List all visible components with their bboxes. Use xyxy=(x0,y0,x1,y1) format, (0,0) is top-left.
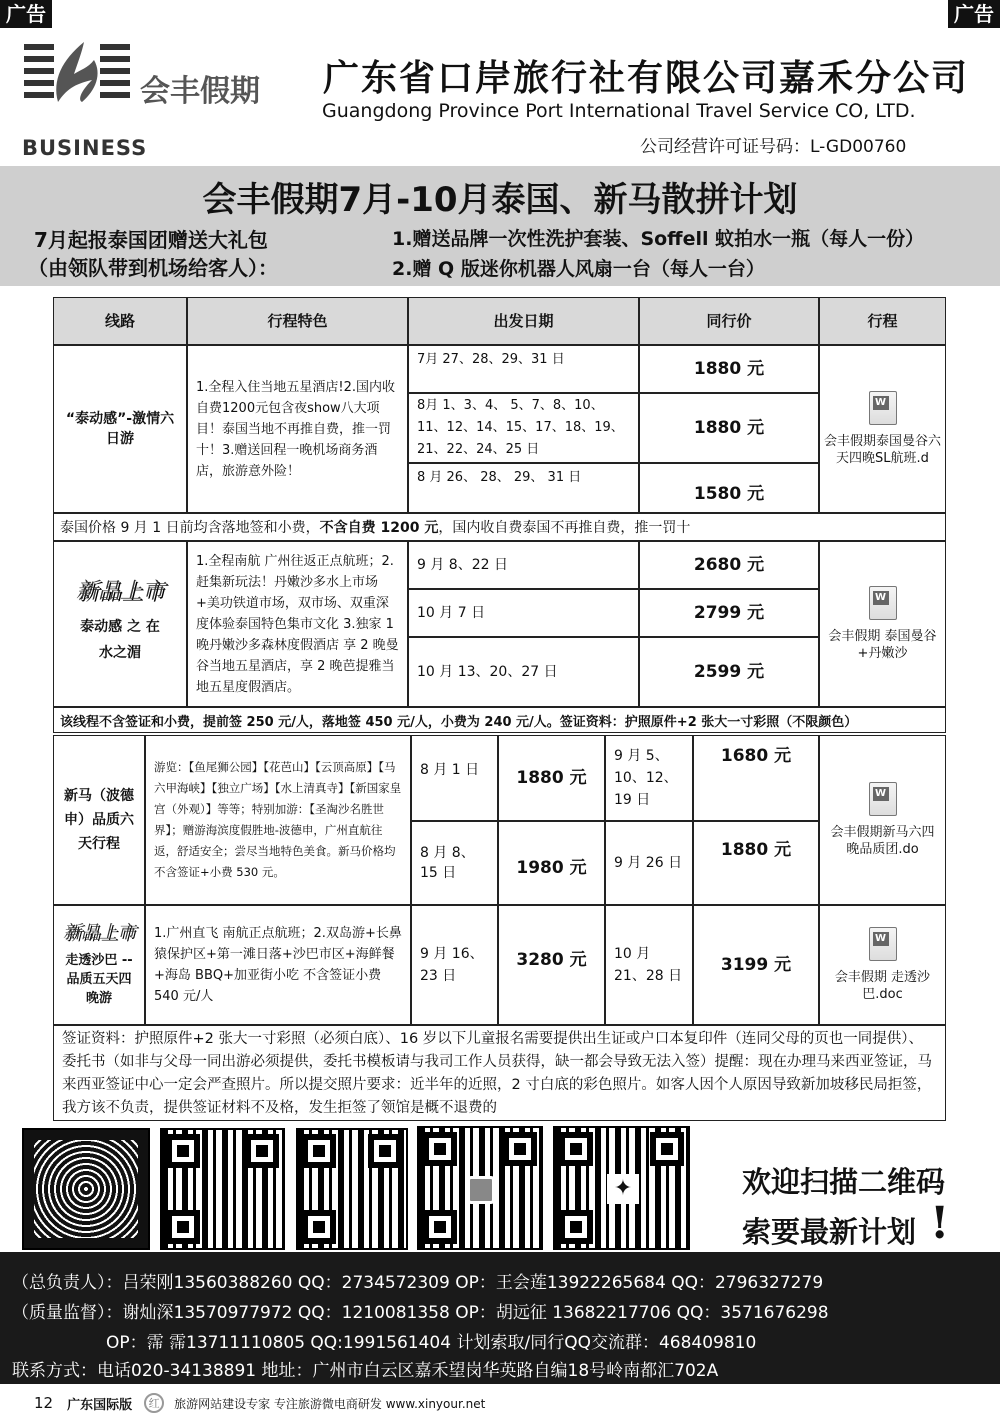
price-row2-c: 2599 元 xyxy=(639,637,819,707)
itinerary-file-name: 会丰假期泰国曼谷六天四晚SL航班.d xyxy=(823,434,941,466)
price-row1-a: 1880 元 xyxy=(639,345,819,393)
new-product-tag: 新品上市 xyxy=(75,579,164,604)
qr-slogan-line1: 欢迎扫描二维码 xyxy=(742,1165,946,1199)
brand-logo xyxy=(22,40,132,120)
visa-requirements: 签证资料：护照原件+2 张大一寸彩照（必须白底）、16 岁以下儿童报名需要提供出生证或户口本复印件（连同父母的页也一同提供）、委托书（如非与父母一同出游必须提供，委托书模板请与我司工作人员获得，缺一都会导致无法入签）提醒：现在办理马来西亚签证，马来西亚签证中心一定会严查照片。所以提交照片要求：近半年的近照，2 寸白底的彩色照片。如客人因个人原因导致新加坡移民局拒签，我方该不负责，提供签证材料不及格，发生拒签了领馆是概不退费的 xyxy=(53,1025,946,1121)
itinerary-file-row4[interactable] xyxy=(819,905,946,1025)
note-row1-b: 不含自费 1200 元 xyxy=(319,520,439,536)
features-sabah: 1.广州直飞 南航正点航班；2.双岛游+长鼻猿保护区+第一滩日落+沙巴市区+海鲜餐+海岛 BBQ+加亚街小吃 不含签证小费 540 元/人 xyxy=(145,905,411,1025)
qr-code-3[interactable] xyxy=(296,1128,408,1250)
license-number: 公司经营许可证号码：L-GD00760 xyxy=(640,137,907,157)
qr-slogan-line2: 索要最新计划 xyxy=(742,1215,917,1249)
contact-line-4: 联系方式：电话020-34138891 地址：广州市白云区嘉禾望岗华英路自编18号岭南都汇702A xyxy=(12,1361,719,1381)
price-row2-b: 2799 元 xyxy=(639,589,819,637)
banner-title: 会丰假期7月-10月泰国、新马散拼计划 xyxy=(202,180,798,220)
note-row1 xyxy=(53,513,946,541)
itinerary-file-row1[interactable] xyxy=(819,345,946,513)
date-row2-c: 10 月 13、20、27 日 xyxy=(408,637,639,707)
company-name-en: Guangdong Province Port International Travel Service CO, LTD. xyxy=(322,100,916,122)
price-row3-a: 1880 元 xyxy=(498,735,605,821)
qr-code-4[interactable] xyxy=(417,1126,543,1250)
butterfly-icon: ✦ xyxy=(607,1174,639,1204)
itinerary-file-row3[interactable] xyxy=(819,735,946,905)
route-thai-six-day: “泰动感”-激情六日游 xyxy=(53,345,187,513)
gift-intro-1: 7月起报泰国团赠送大礼包 xyxy=(34,228,268,252)
route-name: 走透沙巴 --品质五天四晚游 xyxy=(65,952,133,1006)
route-thai-water-market xyxy=(53,541,187,707)
contact-footer xyxy=(0,1252,1000,1384)
price-row3-c: 1680 元 xyxy=(693,735,819,821)
publication-name: 广东国际版 xyxy=(67,1397,133,1413)
date-row2-a: 9 月 8、22 日 xyxy=(408,541,639,589)
contact-line-2: （质量监督）：谢灿深13570977972 QQ：1210081358 OP：胡远征 13682217706 QQ：3571676298 xyxy=(12,1303,829,1323)
date-row1-a: 7月 27、28、29、31 日 xyxy=(408,345,639,393)
date-row3-c: 9 月 5、10、12、19 日 xyxy=(605,735,693,821)
col-header-dates: 出发日期 xyxy=(408,297,639,345)
ad-label-right: 广告 xyxy=(948,0,1000,28)
word-doc-icon: W xyxy=(869,586,897,620)
exclamation-mark: ! xyxy=(930,1198,950,1249)
publication-seal: 红 xyxy=(144,1393,164,1413)
date-row4-b: 10 月 21、28 日 xyxy=(605,905,693,1025)
contact-line-1: （总负责人）：吕荣刚13560388260 QQ：2734572309 OP：王会莲13922265684 QQ：2796327279 xyxy=(12,1273,824,1293)
note-row1-c: ，国内收自费泰国不再推自费，推一罚十 xyxy=(438,520,691,536)
col-header-features: 行程特色 xyxy=(187,297,408,345)
gift-intro-2: （由领队带到机场给客人）： xyxy=(28,256,278,280)
brand-cn: 会丰假期 xyxy=(140,74,260,109)
features-thai-six-day: 1.全程入住当地五星酒店!2.国内收自费1200元包含夜show八大项目！泰国当地不再推自费，推一罚十！3.赠送回程一晚机场商务酒店，旅游意外险！ xyxy=(187,345,408,513)
price-row3-b: 1980 元 xyxy=(498,821,605,905)
features-thai-water-market: 1.全程南航 广州往返正点航班；2.赶集新玩法！丹嫩沙多水上市场+美功铁道市场，双市场、双重深度体验泰国特色集市文化 3.独家 1 晚丹嫩沙多森林度假酒店 享 2 晚曼谷当地五星酒店，享 2 晚芭提雅当地五星度假酒店。 xyxy=(187,541,408,707)
new-product-tag: 新品上市 xyxy=(63,921,135,943)
brand-en: BUSINESS xyxy=(22,136,148,160)
features-sg-my: 游览：【鱼尾狮公园】【花芭山】【云顶高原】【马六甲海峡】【独立广场】【水上清真寺】【新国家皇宫（外观）】等等；特别加游：【圣淘沙名胜世界】；赠游海滨度假胜地-波德申，广州直航往返，舒适安全；尝尽当地特色美食。新马价格均不含签证+小费 530 元。 xyxy=(145,735,411,905)
publication-tagline: 旅游网站建设专家 专注旅游微电商研发 www.xinyour.net xyxy=(174,1396,486,1411)
date-row1-b: 8月 1、3、4、 5、7、8、10、11、12、14、15、17、18、19、21、22、24、25 日 xyxy=(408,393,639,463)
qr-code-1[interactable] xyxy=(22,1128,150,1250)
contact-line-3: OP：霈 霈13711110805 QQ:1991561404 计划索取/同行QQ交流群：468409810 xyxy=(106,1333,757,1353)
date-row3-b: 8 月 8、15 日 xyxy=(411,821,498,905)
page-footer xyxy=(0,1392,1000,1414)
word-doc-icon: W xyxy=(869,927,897,961)
promo-banner xyxy=(0,166,1000,286)
qr-code-2[interactable] xyxy=(160,1128,285,1250)
route-name: 泰动感 之 在水之湄 xyxy=(80,619,160,661)
itinerary-file-row2[interactable] xyxy=(819,541,946,707)
qr-code-5[interactable] xyxy=(553,1126,690,1250)
date-row1-c: 8 月 26、 28、 29、 31 日 xyxy=(408,463,639,513)
price-row1-b: 1880 元 xyxy=(639,393,819,463)
price-row3-d: 1880 元 xyxy=(693,821,819,905)
date-row3-d: 9 月 26 日 xyxy=(605,821,693,905)
price-row1-c: 1580 元 xyxy=(639,463,819,513)
gift-item-1: 1.赠送品牌一次性洗护套装、Soffell 蚊拍水一瓶（每人一份） xyxy=(392,228,925,250)
page-number: 12 xyxy=(34,1394,54,1412)
itinerary-file-name: 会丰假期 走透沙巴.doc xyxy=(834,970,931,1002)
company-name-cn: 广东省口岸旅行社有限公司嘉禾分公司 xyxy=(323,58,970,99)
itinerary-file-name: 会丰假期新马六四晚品质团.do xyxy=(830,825,935,857)
date-row4-a: 9 月 16、23 日 xyxy=(411,905,498,1025)
ad-label-left: 广告 xyxy=(0,0,52,28)
word-doc-icon: W xyxy=(869,391,897,425)
price-row4-b: 3199 元 xyxy=(693,905,819,1025)
price-row4-a: 3280 元 xyxy=(498,905,605,1025)
gift-item-2: 2.赠 Q 版迷你机器人风扇一台（每人一台） xyxy=(392,258,765,280)
col-header-route: 线路 xyxy=(53,297,187,345)
col-header-price: 同行价 xyxy=(639,297,819,345)
route-sabah xyxy=(53,905,145,1025)
col-header-itinerary: 行程 xyxy=(819,297,946,345)
note-row2: 该线程不含签证和小费，提前签 250 元/人，落地签 450 元/人，小费为 240 元/人。签证资料：护照原件+2 张大一寸彩照（不限颜色） xyxy=(53,707,946,733)
price-row2-a: 2680 元 xyxy=(639,541,819,589)
note-row1-a: 泰国价格 9 月 1 日前均含落地签和小费， xyxy=(60,520,320,536)
date-row3-a: 8 月 1 日 xyxy=(411,735,498,821)
route-sg-my: 新马（波德申）品质六天行程 xyxy=(53,735,145,905)
date-row2-b: 10 月 7 日 xyxy=(408,589,639,637)
itinerary-file-name: 会丰假期 泰国曼谷+丹嫩沙 xyxy=(828,629,937,661)
word-doc-icon: W xyxy=(869,782,897,816)
